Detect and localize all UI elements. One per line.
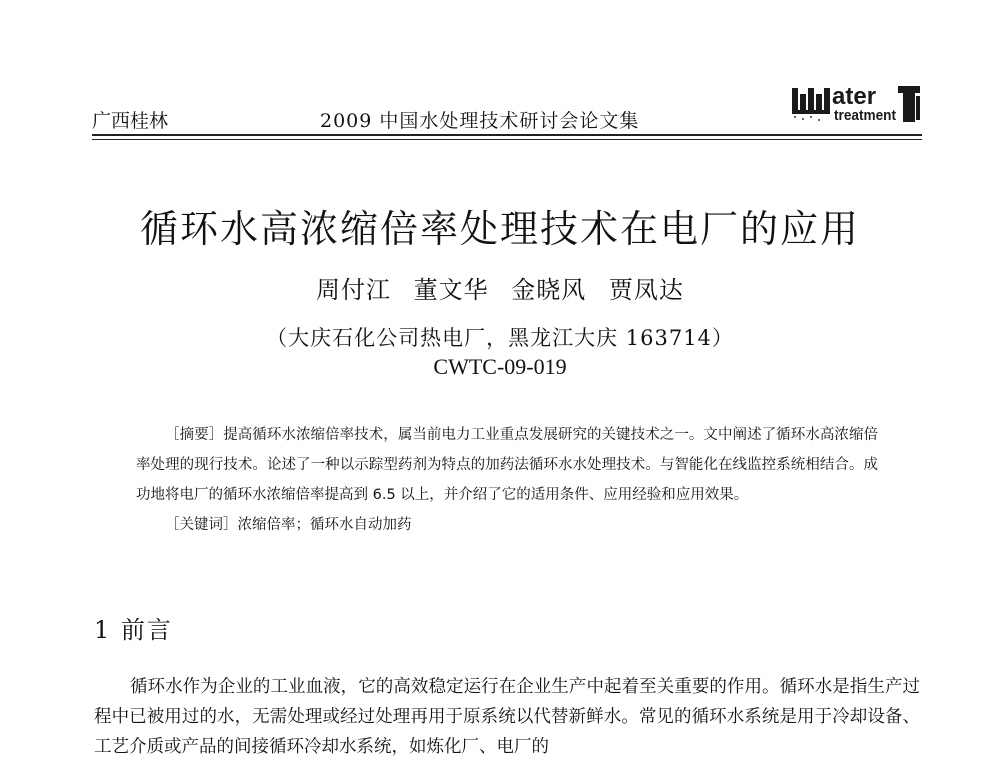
- author-affiliation: （大庆石化公司热电厂，黑龙江大庆 163714）: [266, 326, 734, 350]
- paper-code: CWTC-09-019: [433, 354, 567, 379]
- logo-treatment: treatment: [834, 107, 896, 124]
- section-heading: 1 前言: [94, 616, 173, 644]
- paper-authors: 周付江 董文华 金晓风 贾凤达: [316, 276, 684, 304]
- header-proceedings-title: 2009 中国水处理技术研讨会论文集: [320, 110, 640, 132]
- header-location: 广西桂林: [92, 110, 169, 132]
- paper-title: 循环水高浓缩倍率处理技术在电厂的应用: [139, 207, 860, 251]
- water-treatment-logo: [790, 78, 922, 130]
- header-rule-thin: [92, 139, 922, 140]
- running-header: [92, 83, 922, 136]
- logo-ater: ater: [832, 83, 877, 110]
- body-paragraph: 循环水作为企业的工业血液，它的高效稳定运行在企业生产中起着至关重要的作用。循环水是指生产过程中已被用过的水，无需处理或经过处理再用于原系统以代替新鲜水。常见的循环水系统是用于冷却设备、工艺介质或产品的间接循环冷却水系统，如炼化厂、电厂的: [94, 677, 920, 757]
- body-text: [94, 672, 920, 762]
- keywords-text: ［关键词］浓缩倍率；循环水自动加药: [165, 517, 412, 533]
- abstract-block: [136, 420, 878, 540]
- header-rule: [92, 134, 922, 136]
- abstract-text: ［摘要］提高循环水浓缩倍率技术，属当前电力工业重点发展研究的关键技术之一。文中阐述了循环水高浓缩倍率处理的现行技术。论述了一种以示踪型药剂为特点的加药法循环水水处理技术。与智能化在线监控系统相结合。成功地将电厂的循环水浓缩倍率提高到 6.5 以上，并介绍了它的适用条件、应用经验和应用效果。: [136, 427, 878, 503]
